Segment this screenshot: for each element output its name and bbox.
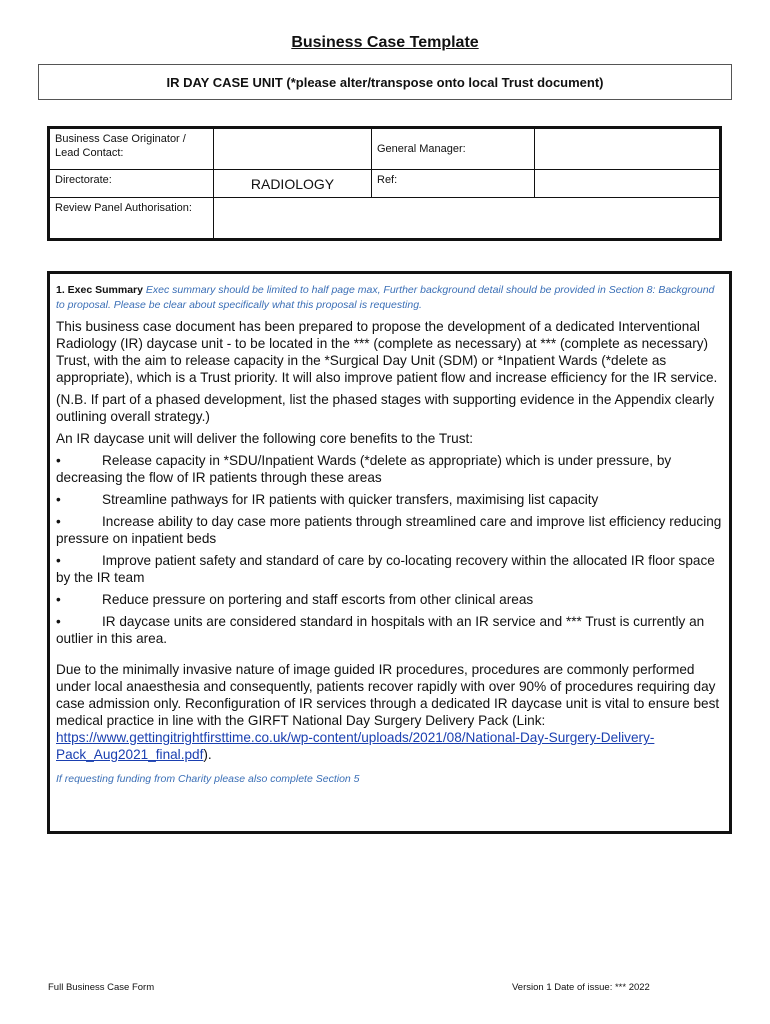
exec-summary-heading-line — [56, 283, 723, 313]
benefit-text: Reduce pressure on portering and staff escorts from other clinical areas — [102, 592, 534, 607]
ref-label: Ref: — [372, 170, 535, 198]
exec-summary-note: Exec summary should be limited to half page max, Further background detail should be provided in Section 8: Background to proposal. Please be clear about specifically what this proposal is requesting. — [56, 284, 715, 311]
benefit-text: Increase ability to day case more patients through streamlined care and improve list efficiency reducing pressure on inpatient beds — [56, 514, 722, 546]
benefit-item — [56, 452, 723, 486]
benefit-text: Improve patient safety and standard of care by co-locating recovery within the allocated IR floor space by the IR team — [56, 553, 715, 585]
benefit-item — [56, 613, 723, 647]
info-row-originator — [49, 128, 721, 170]
review-panel-field[interactable] — [214, 198, 721, 240]
benefit-text: Release capacity in *SDU/Inpatient Wards (*delete as appropriate) which is under pressure, by decreasing the flow of IR patients through these areas — [56, 453, 672, 485]
footer-form-name: Full Business Case Form — [48, 982, 155, 993]
exec-summary-section — [47, 271, 732, 834]
info-row-directorate — [49, 170, 721, 198]
directorate-field[interactable]: RADIOLOGY — [214, 170, 372, 198]
benefit-text: IR daycase units are considered standard in hospitals with an IR service and *** Trust is currently an outlier in this area. — [56, 614, 705, 646]
summary-paragraph-3: An IR daycase unit will deliver the following core benefits to the Trust: — [56, 431, 474, 446]
benefit-text: Streamline pathways for IR patients with quicker transfers, maximising list capacity — [102, 492, 599, 507]
general-manager-field[interactable] — [535, 128, 721, 170]
ref-field[interactable] — [535, 170, 721, 198]
summary-paragraph-1: This business case document has been prepared to propose the development of a dedicated Interventional Radiology (IR) daycase unit - to be located in the *** (complete as necessary) at *** (complete as necessary) Trust, with the aim to release capacity in the *Surgical Day Unit (SDM) or *Inpatient Wards (*delete as appropriate), which is a Trust priority. It will also improve patient flow and increase efficiency for the IR service. — [56, 319, 718, 385]
subtitle-box — [38, 64, 732, 100]
bullet-icon: • — [56, 492, 61, 507]
subtitle: IR DAY CASE UNIT (*please alter/transpose onto local Trust document) — [166, 74, 604, 90]
benefit-item — [56, 591, 723, 608]
paragraph-4-text: Due to the minimally invasive nature of image guided IR procedures, procedures are commonly performed under local anaesthesia and consequently, patients recover rapidly with over 90% of procedures requiring day case admission only. Reconfiguration of IR services through a dedicated IR daycase unit is vital to ensure best medical practice in line with the GIRFT National Day Surgery Delivery Pack (Link: — [56, 662, 720, 728]
bullet-icon: • — [56, 614, 61, 629]
info-row-review — [49, 198, 721, 240]
document-title: Business Case Template — [291, 34, 479, 51]
bullet-icon: • — [56, 592, 61, 607]
benefit-item — [56, 491, 723, 508]
originator-field[interactable] — [214, 128, 372, 170]
originator-label: Business Case Originator / Lead Contact: — [49, 128, 214, 170]
bullet-icon: • — [56, 514, 61, 529]
info-table — [47, 126, 722, 241]
footer-version: Version 1 Date of issue: *** 2022 — [512, 982, 650, 993]
charity-note: If requesting funding from Charity please also complete Section 5 — [56, 773, 360, 785]
bullet-icon: • — [56, 553, 61, 568]
benefit-item — [56, 513, 723, 547]
summary-paragraph-4 — [56, 661, 723, 763]
girft-link[interactable]: https://www.gettingitrightfirsttime.co.uk/wp-content/uploads/2021/08/National-Day-Surgery-Delivery-Pack_Aug2021_final.pdf — [56, 730, 655, 762]
general-manager-label: General Manager: — [372, 128, 535, 170]
summary-paragraph-2: (N.B. If part of a phased development, list the phased stages with supporting evidence in the Appendix clearly outlining overall strategy.) — [56, 392, 715, 424]
bullet-icon: • — [56, 453, 61, 468]
exec-summary-heading: 1. Exec Summary — [56, 284, 143, 296]
directorate-label: Directorate: — [49, 170, 214, 198]
review-panel-label: Review Panel Authorisation: — [49, 198, 214, 240]
benefit-item — [56, 552, 723, 586]
paragraph-4-end: ). — [203, 747, 212, 762]
